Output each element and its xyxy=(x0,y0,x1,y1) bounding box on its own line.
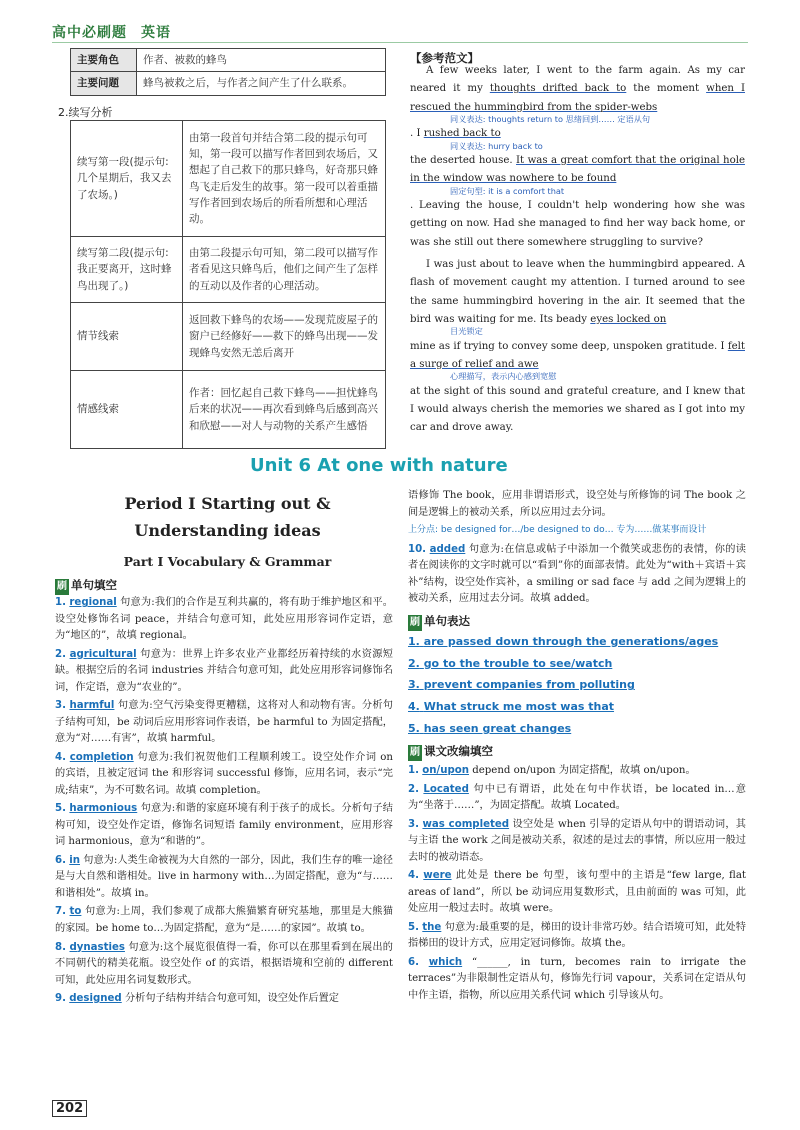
right-column xyxy=(408,488,746,1006)
row-label: 续写第二段(提示句:我正要离开，这时蜂鸟出现了。) xyxy=(71,237,183,303)
essay-paragraph-1: A few weeks later, I went to the farm again. As my car neared it my thoughts drifted back to the moment when I rescued the hummingbird from the spider-webs 同义表达: thoughts return to 思绪回到…… 定语从句 . I rushed back to 同义表达: hurry back to the deserted house. It was a great comfort that the original hole in the window was nowhere to be found 固定句型: it is a comfort that . Leaving the house, I couldn't help wondering how she was getting on now. Had she managed to find her way back home, or was she still out there somewhere struggling to survive? xyxy=(410,65,745,248)
table-row xyxy=(71,49,386,72)
continued-text: 语修饰 The book，应用非谓语形式，设空处与所修饰的词 The book 之间是逻辑上的被动关系，所以应用过去分词。 xyxy=(408,490,746,518)
analysis-label: 2.续写分析 xyxy=(58,106,113,119)
list-item: 2. Located 句中已有谓语，此处在句中作状语，be located in…意为“坐落于……”，为固定搭配。故填 Located。 xyxy=(408,783,746,812)
row-label: 主要问题 xyxy=(71,72,137,95)
table-row xyxy=(71,303,386,371)
list-item: 5. harmonious 句意为:和谐的家庭环境有利于孩子的成长。分析句子结构可知，设空处作定语，修饰名词短语 family environment，应用形容词 harmonious，意为“和谐的”。 xyxy=(55,803,393,848)
list-item: 1. are passed down through the generations/ages xyxy=(408,634,719,648)
header-book: 高中必刷题 xyxy=(52,25,127,41)
list-item: 3. prevent companies from polluting xyxy=(408,678,635,692)
table-row xyxy=(71,237,386,303)
left-column xyxy=(55,576,393,1010)
header-subject: 英语 xyxy=(141,25,171,41)
section-heading: 刷 单句表达 xyxy=(408,612,746,631)
row-value: 作者、被救的蜂鸟 xyxy=(137,49,386,72)
list-item: 1. on/upon depend on/upon 为固定搭配，故填 on/upon。 xyxy=(408,765,696,777)
row-value: 作者：回忆起自己救下蜂鸟——担忧蜂鸟后来的状况——再次看到蜂鸟后感到高兴和欣慰——对人与动物的关系产生感悟 xyxy=(183,371,386,449)
list-item: 2. go to the trouble to see/watch xyxy=(408,656,613,670)
list-item: 8. dynasties 句意为:这个展览很值得一看，你可以在那里看到在展出的不同朝代的精美花瓶。设空处作 of 的宾语，根据语境和空前的 different 可知，此处应用名词复数形式。 xyxy=(55,941,393,986)
list-item: 3. harmful 句意为:空气污染变得更糟糕，这将对人和动物有害。分析句子结构可知，be 动词后应用形容词作表语，be harmful to 为固定搭配，意为“对……有害”，故填 harmful。 xyxy=(55,700,393,745)
part-title: Part Ⅰ Vocabulary & Grammar xyxy=(123,554,332,569)
list-item: 4. What struck me most was that xyxy=(408,700,615,714)
top-info-table xyxy=(70,48,386,96)
list-item: 9. designed 分析句子结构并结合句意可知，设空处作后置定 xyxy=(55,993,339,1005)
list-item: 5. the 句意为:最重要的是，梯田的设计非常巧妙。结合语境可知，此处特指梯田的设计方式，应用定冠词修饰。故填 the。 xyxy=(408,921,746,950)
list-item: 3. was completed 设空处是 when 引导的定语从句中的谓语动词，其与主语 the work 之间是被动关系，叙述的是过去的事情，所以应用一般过去时的被动语态。 xyxy=(408,818,746,863)
essay-annotation: 固定句型: it is a comfort that xyxy=(450,185,565,196)
period-title: Period Ⅰ Starting out & Understanding ideas xyxy=(124,494,331,541)
row-label: 主要角色 xyxy=(71,49,137,72)
essay-heading: 【参考范文】 xyxy=(410,51,479,65)
essay-paragraph-2: I was just about to leave when the hummingbird appeared. A flash of movement caught my attention. I turned around to see the same hummingbird hovering in the air. It seemed that the bird was waiting for me. Its beady eyes locked on 目光锁定 mine as if trying to convey some deep, unspoken gratitude. I felt a surge of relief and awe 心理描写，表示内心感到宽慰 at the sight of this sound and grateful creature, and I knew that I would always cherish the memories we shared as I got into my car and drove away. xyxy=(410,258,745,434)
list-item: 10. added 句意为:在信息或帖子中添加一个微笑或悲伤的表情，你的读者在阅读你的文字时就可以“看到”你的面部表情。此处为“with＋宾语＋宾补”结构，设空处作宾补，a smiling or sad face 与 add 之间为逻辑上的被动关系，应用过去分词。故填 added。 xyxy=(408,543,746,605)
row-value: 由第二段提示句可知，第二段可以描写作者看见这只蜂鸟后，他们之间产生了怎样的互动以及作者的心理活动。 xyxy=(183,237,386,303)
brush-badge-icon: 刷 xyxy=(408,615,422,631)
brush-badge-icon: 刷 xyxy=(55,579,69,595)
model-essay xyxy=(410,62,745,442)
list-item: 5. has seen great changes xyxy=(408,722,572,736)
row-label: 续写第一段(提示句:几个星期后，我又去了农场。) xyxy=(71,121,183,237)
essay-annotation: 目光锁定 xyxy=(450,326,483,337)
essay-annotation: 同义表达: thoughts return to 思绪回到…… 定语从句 xyxy=(450,114,651,125)
list-item: 4. completion 句意为:我们祝贺他们工程顺利竣工。设空处作介词 on 的宾语，且被定冠词 the 和形容词 successful 修饰，应用名词，表示“完成;结束”，为不可数名词。故填 completion。 xyxy=(55,751,393,796)
row-value: 蜂鸟被救之后，与作者之间产生了什么联系。 xyxy=(137,72,386,95)
table-row xyxy=(71,121,386,237)
row-value: 由第一段首句并结合第二段的提示句可知，第一段可以描写作者回到农场后，又想起了自己救下的那只蜂鸟，好奇那只蜂鸟飞走后发生的故事。第一段可以着重描写作者回到农场后的所看所想和心理活动。 xyxy=(183,121,386,237)
header-divider xyxy=(52,42,748,43)
essay-annotation: 同义表达: hurry back to xyxy=(450,140,543,151)
row-label: 情感线索 xyxy=(71,371,183,449)
list-item: 2. agricultural 句意为：世界上许多农业产业都经历着持续的水资源短缺。根据空后的名词 industries 并结合句意可知，此处应用形容词修饰名词，作定语，意为“农业的”。 xyxy=(55,648,393,693)
section-heading: 刷 课文改编填空 xyxy=(408,742,746,761)
analysis-table xyxy=(70,120,386,449)
unit-title: Unit 6 At one with nature xyxy=(250,455,508,476)
list-item: 1. regional 句意为:我们的合作是互利共赢的，将有助于维护地区和平。设空处修饰名词 peace，并结合句意可知，此处应用形容词作定语，意为“地区的”，故填 regional。 xyxy=(55,597,393,642)
list-item: 6. which “______, in turn, becomes rain to irrigate the terraces”为非限制性定语从句，修饰先行词 vapour，关系词在定语从句中作主语，指物，所以应用关系代词 which 引导该从句。 xyxy=(408,956,746,1001)
row-label: 情节线索 xyxy=(71,303,183,371)
essay-annotation: 心理描写，表示内心感到宽慰 xyxy=(450,371,557,382)
brush-badge-icon: 刷 xyxy=(408,745,422,761)
table-row xyxy=(71,72,386,95)
header-title xyxy=(52,22,185,42)
list-item: 4. were 此处是 there be 句型，该句型中的主语是“few large, flat areas of land”，所以 be 动词应用复数形式，且由前面的 was 可知，此处应用一般过去时。故填 were。 xyxy=(408,870,746,915)
page-number: 202 xyxy=(52,1100,87,1117)
table-row xyxy=(71,371,386,449)
list-item: 7. to 句意为:上周，我们参观了成都大熊猫繁育研究基地，那里是大熊猫的家园。be home to…为固定搭配，意为“是……的家园”。故填 to。 xyxy=(55,906,393,934)
section-heading: 刷 单句填空 xyxy=(55,576,393,595)
scoring-tip: 上分点: be designed for…/be designed to do… 专为……做某事而设计 xyxy=(408,525,707,536)
row-value: 返回救下蜂鸟的农场——发现荒废屋子的窗户已经修好——救下的蜂鸟出现——发现蜂鸟安然无恙后离开 xyxy=(183,303,386,371)
list-item: 6. in 句意为:人类生命被视为大自然的一部分，因此，我们生存的唯一途径是与大自然和谐相处。live in harmony with…为固定搭配，意为“与……和谐相处”。故填 in。 xyxy=(55,854,393,899)
